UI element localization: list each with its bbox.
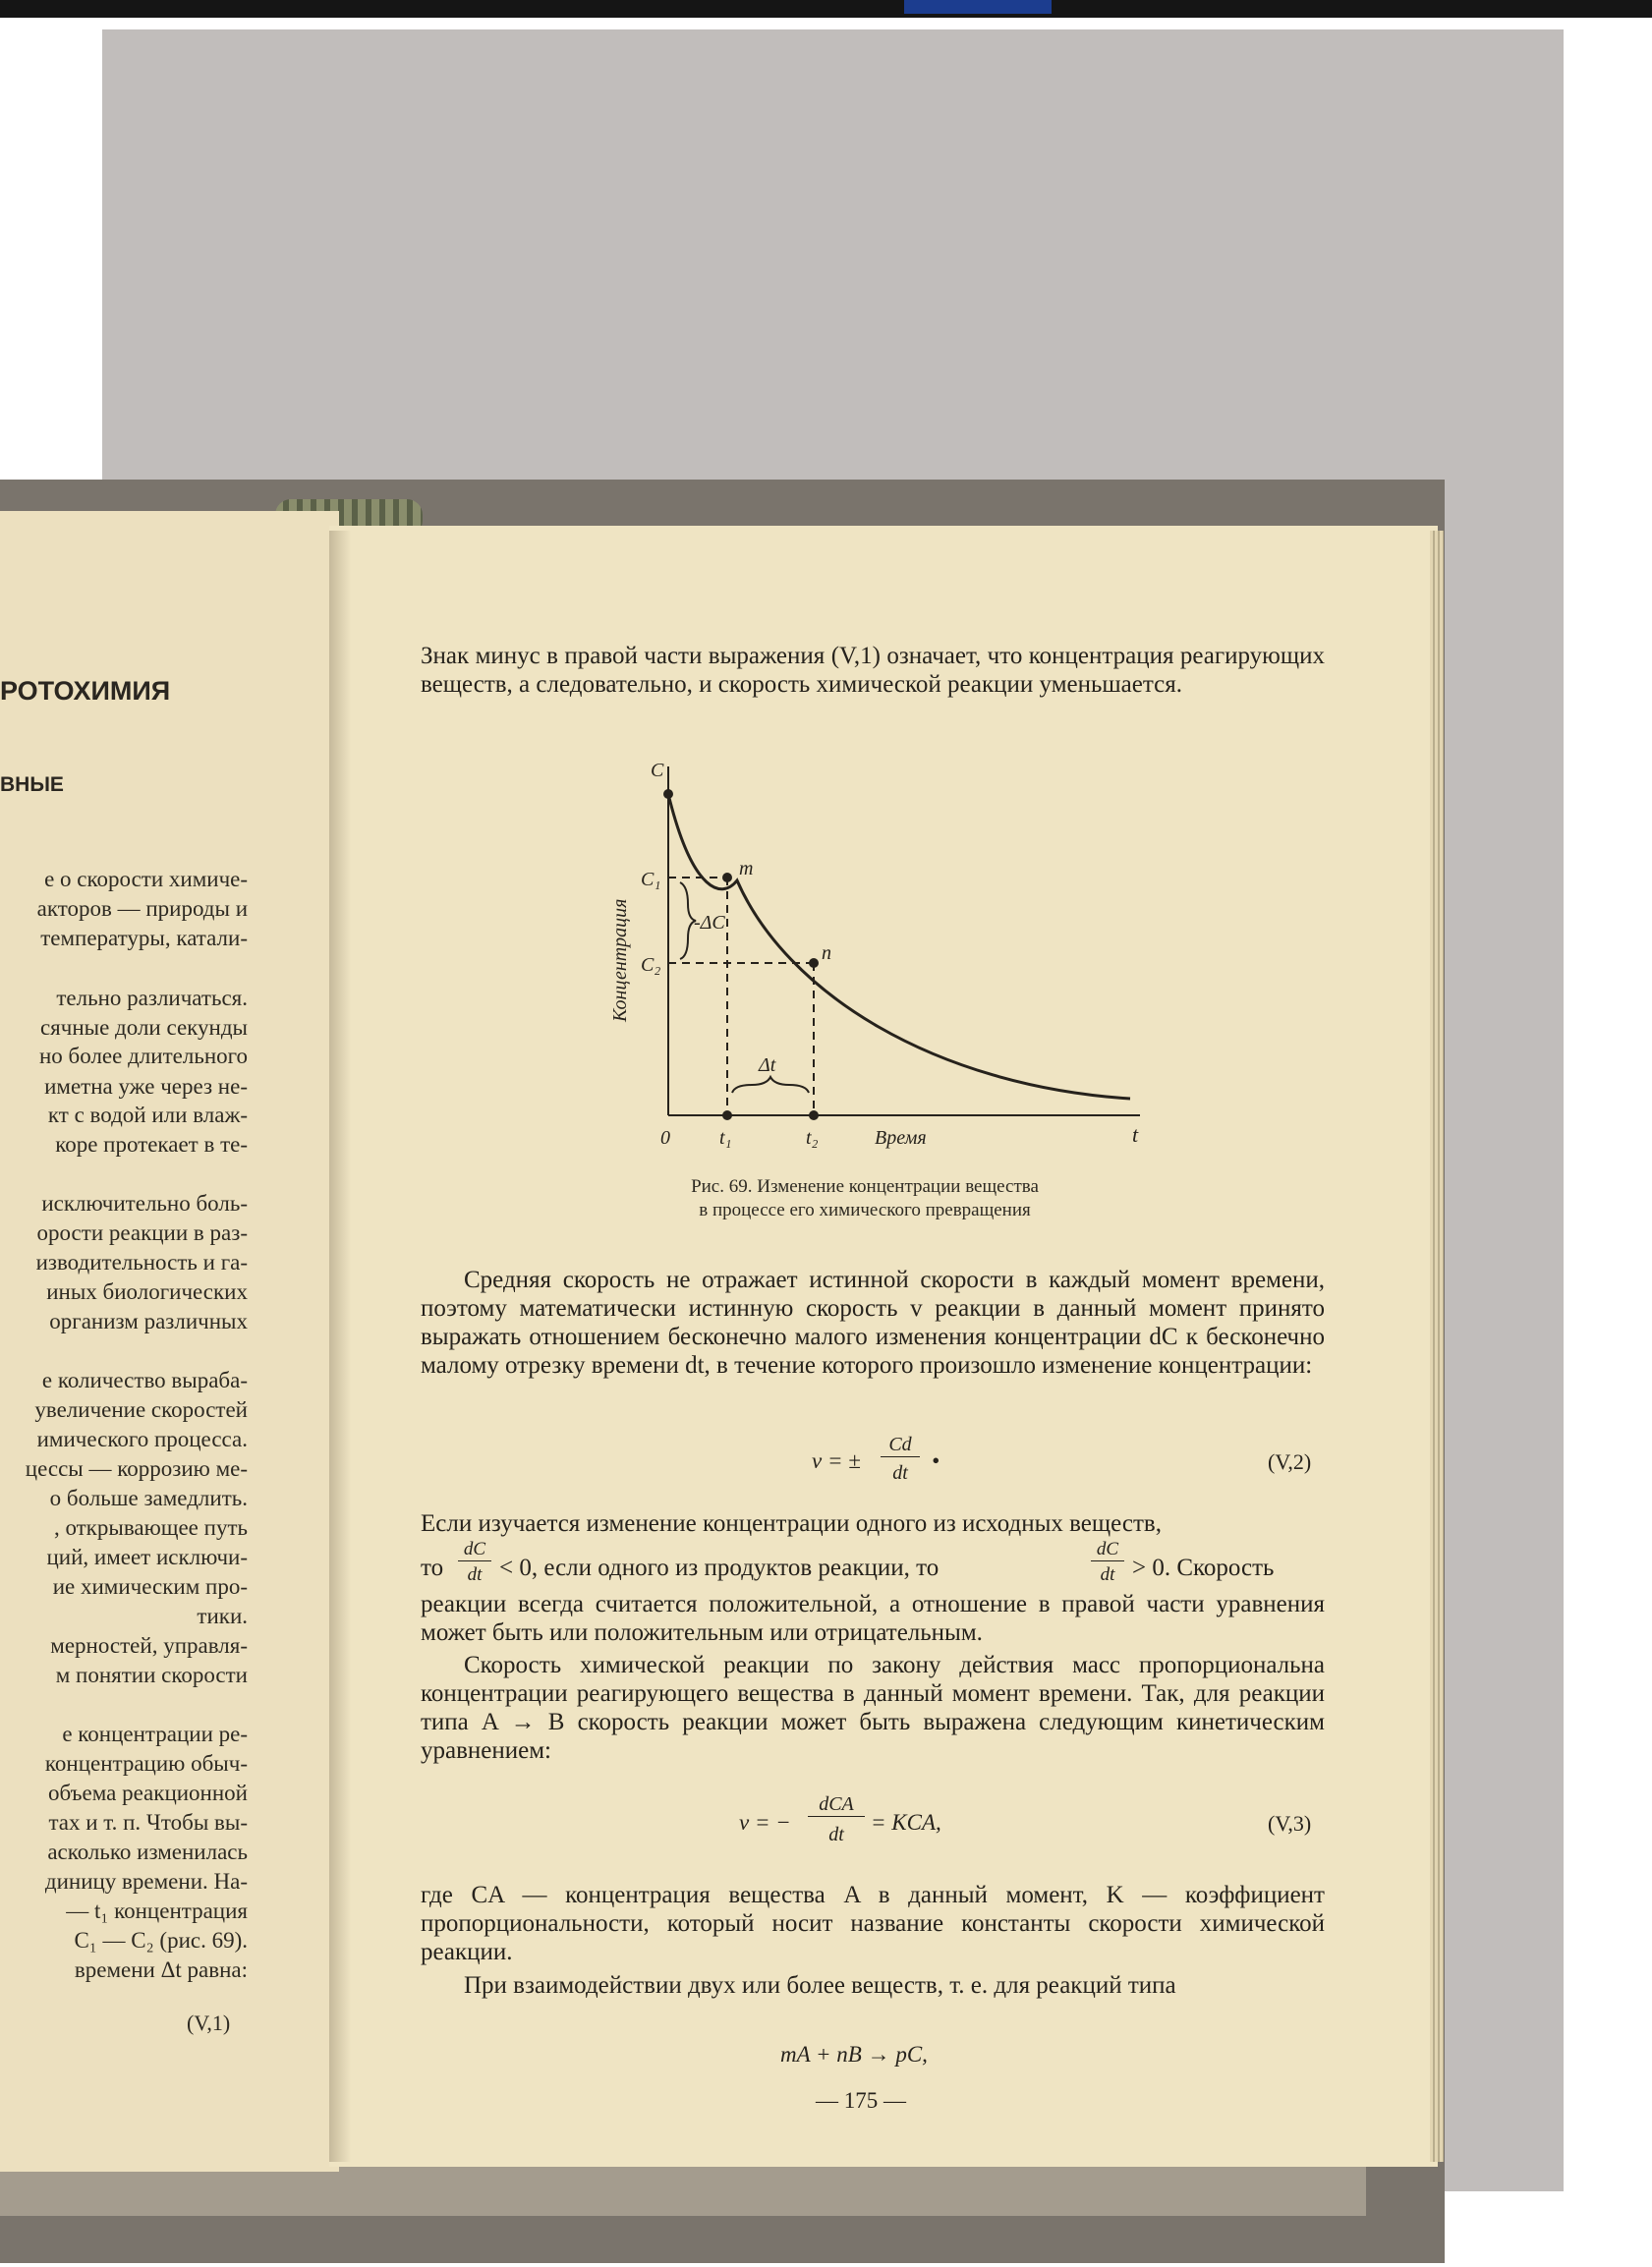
label-dt: Δt bbox=[759, 1054, 776, 1076]
page-gutter-shadow bbox=[329, 531, 351, 2162]
left-page-line: исключительно боль- bbox=[41, 1191, 248, 1216]
left-page-line: мерностей, управля- bbox=[50, 1633, 248, 1658]
paragraph-sign-end: > 0. Скорость bbox=[1132, 1555, 1275, 1581]
x-axis-label: Время bbox=[875, 1127, 927, 1149]
left-page-line: увеличение скоростей bbox=[34, 1397, 248, 1422]
label-t: t bbox=[1132, 1122, 1139, 1147]
left-page-line: изводительность и га- bbox=[35, 1250, 248, 1275]
intro-paragraph: Знак минус в правой части выражения (V,1) означает, что концентрация реагирующих веществ, а следовательно, и скорость химической реакции уменьшается. bbox=[421, 643, 1325, 698]
left-page-line: имического процесса. bbox=[36, 1427, 248, 1451]
left-page-line: — t₁ концентрация bbox=[66, 1899, 248, 1923]
equation-v3-prefix: v = − bbox=[739, 1810, 791, 1835]
left-page-line: иметна уже через не- bbox=[44, 1074, 248, 1099]
left-page-line: но более длительного bbox=[39, 1044, 248, 1068]
equation-v3-numerator: dCA bbox=[808, 1792, 865, 1817]
left-page-line: объема реакционной bbox=[47, 1781, 248, 1805]
point-t1 bbox=[722, 1110, 732, 1120]
label-m: m bbox=[739, 858, 754, 879]
equation-v2-numerator: Cd bbox=[881, 1433, 920, 1457]
label-t2: t₂ bbox=[806, 1127, 819, 1149]
left-page-line: ций, имеет исключи- bbox=[46, 1545, 248, 1569]
label-C: C bbox=[651, 760, 664, 781]
label-minus-dC: -ΔC bbox=[694, 912, 725, 934]
left-page-line: е количество выраба- bbox=[41, 1368, 248, 1392]
left-page-subheading: ВНЫЕ bbox=[0, 773, 64, 796]
equation-v2-prefix: v = ± bbox=[812, 1448, 861, 1473]
left-page-line: коре протекает в те- bbox=[55, 1132, 248, 1157]
left-page-line: тики. bbox=[197, 1604, 248, 1628]
left-page-line: орости реакции в раз- bbox=[36, 1220, 248, 1245]
left-page-line: концентрацию обыч- bbox=[44, 1751, 248, 1776]
left-page-line: сячные доли секунды bbox=[39, 1015, 248, 1040]
paragraph-two-substances: При взаимодействии двух или более веществ, т. е. для реакций типа bbox=[464, 1972, 1176, 1999]
left-page-line: тах и т. п. Чтобы вы- bbox=[48, 1810, 248, 1835]
paragraph-sign-line-3: реакции всегда считается положительной, а отношение в правой части уравнения может быть или положительным или отрицательным. bbox=[421, 1591, 1325, 1646]
paragraph-sign-middle: < 0, если одного из продуктов реакции, то bbox=[499, 1555, 940, 1581]
left-page-line: температуры, катали- bbox=[40, 926, 248, 950]
paragraph-sign-line-1: Если изучается изменение концентрации одного из исходных веществ, bbox=[421, 1510, 1162, 1537]
left-page-heading: РОТОХИМИЯ bbox=[0, 676, 171, 706]
point-n bbox=[809, 958, 819, 968]
scan-border bbox=[0, 0, 1652, 18]
left-page-line: времени Δt равна: bbox=[74, 1957, 248, 1982]
figure-caption bbox=[590, 1175, 1140, 1222]
paragraph-average-rate: Средняя скорость не отражает истинной скорости в каждый момент времени, поэтому математически истинную скорость v реакции в данный момент принято выражать отношением бесконечно малого изменения концентрации dC к бесконечно малому отрезку времени dt, в течение которого произошло изменение концентрации: bbox=[421, 1267, 1325, 1379]
left-page-line: м понятии скорости bbox=[55, 1663, 248, 1687]
equation-v2-number: (V,2) bbox=[1268, 1449, 1312, 1474]
paragraph-mass-action-law: Скорость химической реакции по закону действия масс пропорциональна концентрации реагирующего вещества в данный момент времени. Так, для реакции типа A → B скорость реакции может быть выражена следующим кинетическим уравнением: bbox=[421, 1652, 1325, 1764]
left-page-line: иных биологических bbox=[46, 1279, 248, 1304]
point-m bbox=[722, 873, 732, 882]
label-C1: C₁ bbox=[641, 869, 661, 890]
equation-v3-suffix: = KCA, bbox=[871, 1810, 941, 1835]
left-page-line: е о скорости химиче- bbox=[44, 867, 248, 891]
equation-v2-suffix: • bbox=[932, 1448, 940, 1473]
left-page-line: о больше замедлить. bbox=[49, 1486, 248, 1510]
point-C bbox=[663, 789, 673, 799]
left-page-line: , открывающее путь bbox=[53, 1515, 248, 1540]
paragraph-sign-to: то bbox=[421, 1555, 444, 1581]
left-page-line: цессы — коррозию ме- bbox=[25, 1456, 248, 1481]
page-number: — 175 — bbox=[816, 2088, 906, 2113]
label-0: 0 bbox=[660, 1127, 670, 1149]
y-axis-label: Концентрация bbox=[609, 898, 631, 1022]
caption-line-2: в процессе его химического превращения bbox=[699, 1200, 1031, 1220]
frac-1-numerator: dC bbox=[458, 1539, 491, 1561]
frac-2-denominator: dt bbox=[1100, 1564, 1115, 1585]
equation-v3-denominator: dt bbox=[828, 1824, 844, 1845]
concentration-curve bbox=[668, 794, 1130, 1099]
left-page-line: организм различных bbox=[49, 1309, 248, 1333]
left-page-line: акторов — природы и bbox=[36, 896, 248, 921]
point-t2 bbox=[809, 1110, 819, 1120]
label-n: n bbox=[822, 942, 831, 964]
caption-line-1: Рис. 69. Изменение концентрации вещества bbox=[691, 1176, 1039, 1197]
scan-artifact bbox=[904, 0, 1052, 14]
left-page-line: кт с водой или влаж- bbox=[47, 1103, 248, 1127]
left-page-line: тельно различаться. bbox=[56, 986, 248, 1010]
left-page-line: е концентрации ре- bbox=[62, 1722, 248, 1746]
equation-v3-number: (V,3) bbox=[1268, 1811, 1312, 1836]
frac-2-numerator: dC bbox=[1091, 1539, 1124, 1561]
label-C2: C₂ bbox=[641, 954, 661, 976]
equation-reaction: mA + nB → pC, bbox=[780, 2042, 928, 2067]
left-page-line: C₁ — C₂ (рис. 69). bbox=[74, 1928, 248, 1953]
figure-69-concentration-chart bbox=[590, 747, 1160, 1169]
left-page-equation-number: (V,1) bbox=[187, 2011, 231, 2035]
delta-t-brace bbox=[732, 1077, 809, 1093]
left-page-line: диницу времени. На- bbox=[44, 1869, 248, 1894]
left-page-line: асколько изменилась bbox=[47, 1840, 248, 1864]
paragraph-where: где CA — концентрация вещества A в данный момент, K — коэффициент пропорциональности, который носит название константы скорости химической реакции. bbox=[421, 1882, 1325, 1965]
page-edges bbox=[1430, 531, 1444, 2162]
label-t1: t₁ bbox=[719, 1127, 732, 1149]
equation-v2-denominator: dt bbox=[892, 1462, 908, 1484]
frac-1-denominator: dt bbox=[467, 1564, 483, 1585]
left-page-line: ие химическим про- bbox=[52, 1574, 248, 1599]
